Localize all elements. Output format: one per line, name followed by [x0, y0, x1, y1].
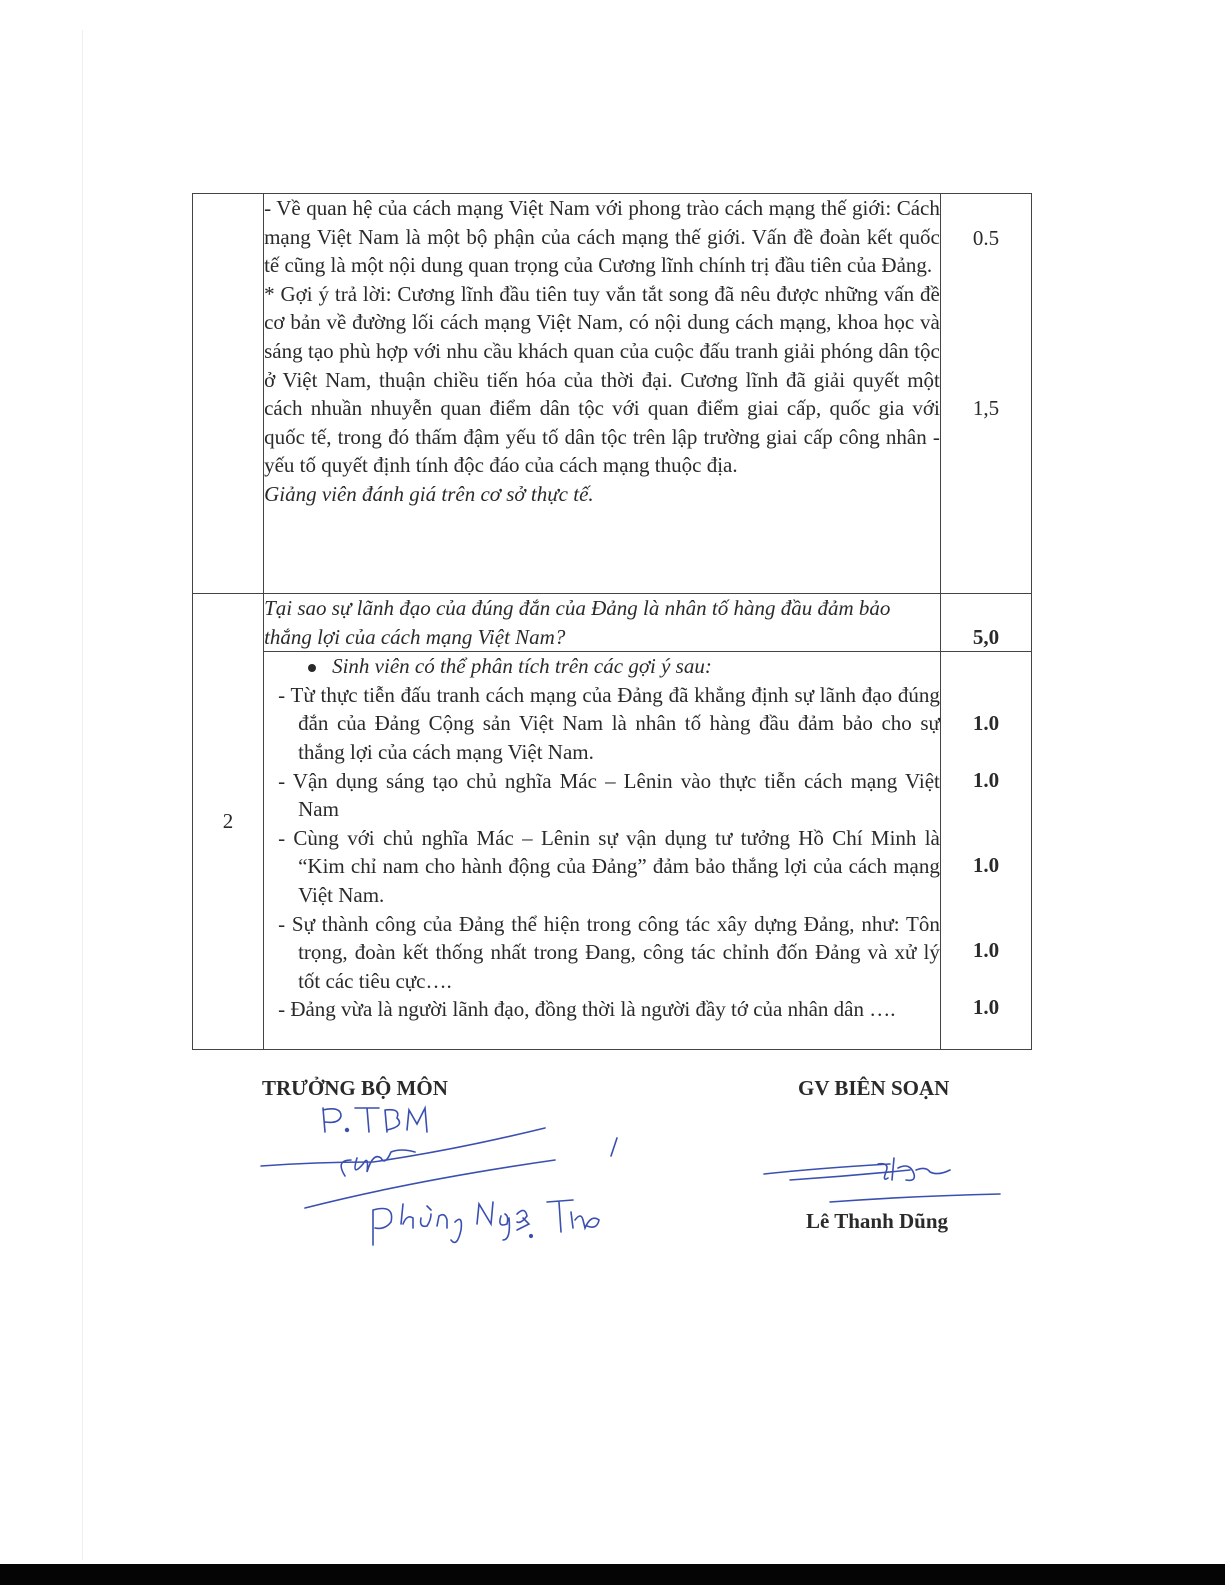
score-value: 1.0 [972, 768, 1000, 793]
page-scan-edge [82, 30, 83, 1560]
answer-intro: Sinh viên có thể phân tích trên các gợi ý sau: [278, 652, 940, 681]
question-total-score: 5,0 [940, 594, 1031, 652]
list-item: - Vận dụng sáng tạo chủ nghĩa Mác – Lênin vào thực tiễn cách mạng Việt Nam [278, 768, 940, 822]
lecturer-title: GV BIÊN SOẠN [798, 1076, 950, 1100]
table-row-answers [193, 652, 1032, 1050]
score-value: 1.0 [972, 711, 1000, 736]
score-value: 1.0 [972, 938, 1000, 963]
answer-list-cell [264, 652, 941, 1050]
score-value: 1.0 [972, 995, 1000, 1020]
list-item: - Sự thành công của Đảng thể hiện trong công tác xây dựng Đảng, như: Tôn trọng, đoàn kết thống nhất trong Đang, công tác chỉnh đốn Đảng và xử lý tốt các tiêu cực…. [278, 911, 940, 993]
question-number: 2 [193, 594, 264, 1050]
lecturer-name: Lê Thanh Dũng [806, 1209, 949, 1233]
score-value: 1.0 [972, 853, 1000, 878]
head-of-department-title: TRƯỞNG BỘ MÔN [262, 1076, 448, 1100]
score-value: 0.5 [972, 226, 1000, 250]
head-of-department-signature [255, 1100, 625, 1255]
score-value: 1,5 [972, 396, 1000, 420]
answer-paragraph: * Gợi ý trả lời: Cương lĩnh đầu tiên tuy vắn tắt song đã nêu được những vấn đề cơ bản về đường lối cách mạng Việt Nam, có nội dung cách mạng, khoa học và sáng tạo phù hợp với nhu cầu khách quan của cuộc đấu tranh giải phóng dân tộc ở Việt Nam, thuận chiều tiến hóa của thời đại. Cương lĩnh đã giải quyết một cách nhuần nhuyễn quan điểm dân tộc với quan điểm giai cấp, quốc gia với quốc tế, trong đó thấm đậm yếu tố dân tộc trên lập trường giai cấp công nhân - yếu tố quyết định tính độc đáo của cách mạng thuộc địa. [264, 281, 940, 478]
list-item: - Đảng vừa là người lãnh đạo, đồng thời là người đầy tớ của nhân dân …. [278, 997, 896, 1022]
scan-bottom-edge [0, 1564, 1225, 1585]
answer-paragraph: - Về quan hệ của cách mạng Việt Nam với phong trào cách mạng thế giới: Cách mạng Việt Nam là một bộ phận của cách mạng thế giới. Vấn đề đoàn kết quốc tế cũng là một nội dung quan trọng của Cương lĩnh chính trị đầu tiên của Đảng. [264, 196, 940, 278]
table-row-question [193, 594, 1032, 652]
lecturer-signature [760, 1150, 1010, 1210]
bullet-icon [308, 664, 316, 672]
list-item: - Từ thực tiễn đấu tranh cách mạng của Đảng đã khẳng định sự lãnh đạo đúng đắn của Đảng Cộng sản Việt Nam là nhân tố hàng đầu đảm bảo cho sự thắng lợi của cách mạng Việt Nam. [278, 682, 940, 764]
answer-key-table [192, 193, 1032, 1050]
answer-content-cell [264, 194, 941, 594]
list-item: - Cùng với chủ nghĩa Mác – Lênin sự vận dụng tư tưởng Hồ Chí Minh là “Kim chỉ nam cho hành động của Đảng” đảm bảo thắng lợi của cách mạng Việt Nam. [278, 825, 940, 907]
score-cell [940, 194, 1031, 594]
question-number-cell-empty [193, 194, 264, 594]
grading-note: Giảng viên đánh giá trên cơ sở thực tế. [264, 481, 594, 506]
question-text: Tại sao sự lãnh đạo của đúng đắn của Đảng là nhân tố hàng đầu đảm bảo thắng lợi của cách mạng Việt Nam? [264, 594, 941, 652]
answer-score-cell [940, 652, 1031, 1050]
table-row-continuation [193, 194, 1032, 594]
